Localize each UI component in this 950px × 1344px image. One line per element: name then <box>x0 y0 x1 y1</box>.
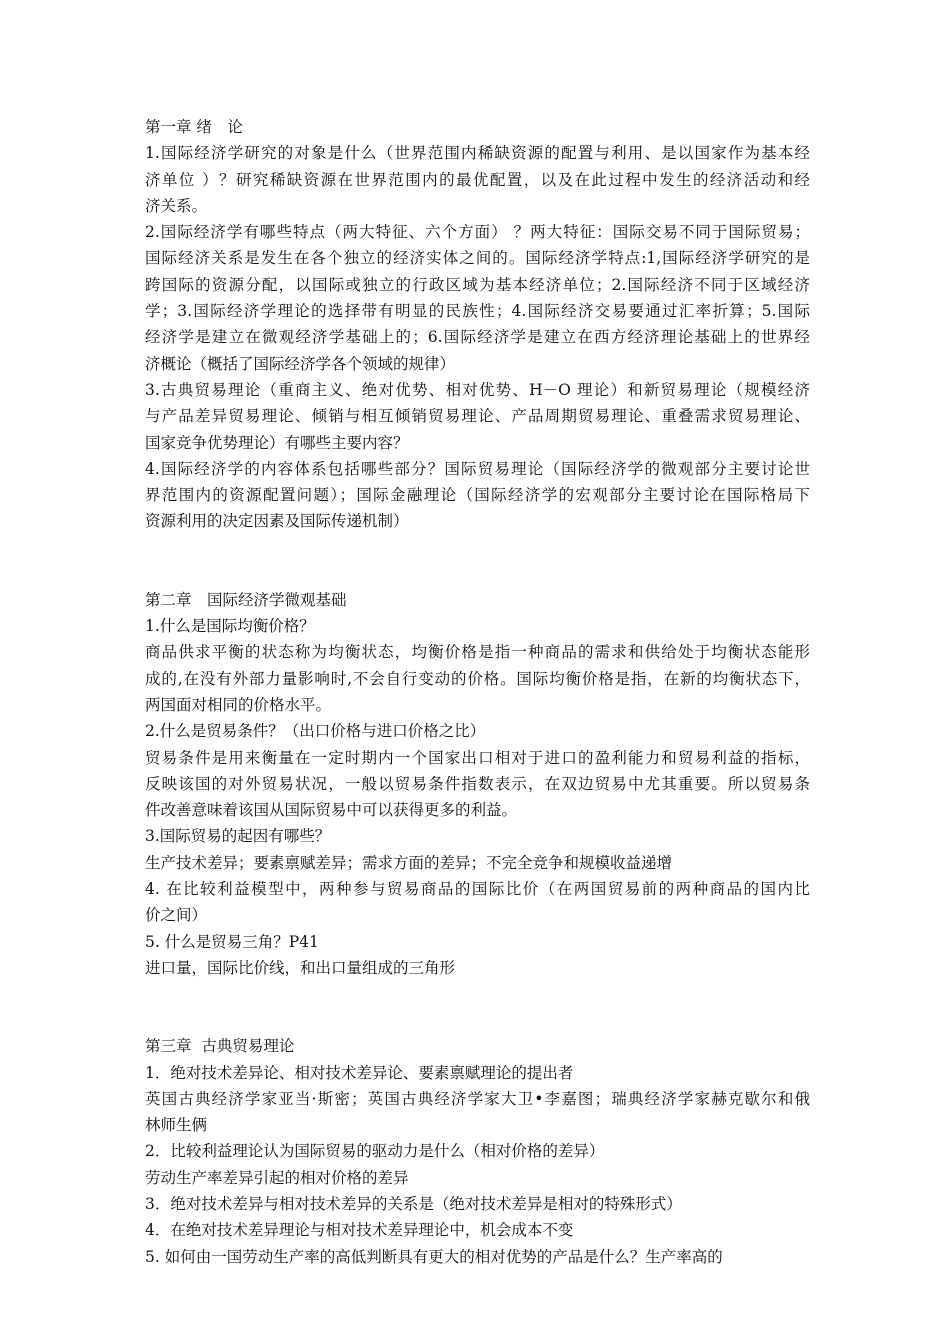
chapter-3-title: 第三章 古典贸易理论 <box>145 1037 295 1056</box>
text-line: 件改善意味着该国从国际贸易中可以获得更多的利益。 <box>145 801 518 820</box>
chapter-3-body <box>145 1060 810 1270</box>
chapter-3 <box>145 1033 810 1270</box>
text-line: 5. 如何由一国劳动生产率的高低判断具有更大的相对优势的产品是什么？生产率高的 <box>145 1247 723 1266</box>
text-line: 3.古典贸易理论（重商主义、绝对优势、相对优势、H－O 理论）和新贸易理论（规模经济 <box>145 380 810 399</box>
text-line: 4.国际经济学的内容体系包括哪些部分？国际贸易理论（国际经济学的微观部分主要讨论世 <box>145 459 810 478</box>
text-line: 林师生俩 <box>145 1116 208 1135</box>
text-line: 2.什么是贸易条件？（出口价格与进口价格之比） <box>145 722 486 741</box>
chapter-1 <box>145 114 810 535</box>
text-line: 济关系。 <box>145 196 208 215</box>
text-line: 2.国际经济学有哪些特点（两大特征、六个方面） ？两大特征：国际交易不同于国际贸易； <box>145 223 810 242</box>
chapter-2-body <box>145 613 810 981</box>
chapter-2-title: 第二章 国际经济学微观基础 <box>145 590 347 609</box>
text-line: 1.什么是国际均衡价格？ <box>145 617 315 636</box>
text-line: 进口量，国际比价线，和出口量组成的三角形 <box>145 958 456 977</box>
text-line: 跨国际的资源分配，以国际或独立的行政区域为基本经济单位；2.国际经济不同于区域经济 <box>145 275 810 294</box>
text-line: 2．比较利益理论认为国际贸易的驱动力是什么（相对价格的差异） <box>145 1142 605 1161</box>
document-page <box>145 114 810 1270</box>
text-line: 反映该国的对外贸易状况，一般以贸易条件指数表示，在双边贸易中尤其重要。所以贸易条 <box>145 774 810 793</box>
text-line: 济单位 ）？研究稀缺资源在世界范围内的最优配置，以及在此过程中发生的经济活动和经 <box>145 170 810 189</box>
text-line: 界范围内的资源配置问题）；国际金融理论（国际经济学的宏观部分主要讨论在国际格局下 <box>145 486 810 505</box>
text-line: 商品供求平衡的状态称为均衡状态，均衡价格是指一种商品的需求和供给处于均衡状态能形 <box>145 643 810 662</box>
text-line: 贸易条件是用来衡量在一定时期内一个国家出口相对于进口的盈利能力和贸易利益的指标， <box>145 748 810 767</box>
text-line: 两国面对相同的价格水平。 <box>145 695 332 714</box>
text-line: 3．绝对技术差异与相对技术差异的关系是（绝对技术差异是相对的特殊形式） <box>145 1194 682 1213</box>
text-line: 与产品差异贸易理论、倾销与相互倾销贸易理论、产品周期贸易理论、重叠需求贸易理论、 <box>145 407 810 426</box>
text-line: 济概论（概括了国际经济学各个领域的规律） <box>145 354 456 373</box>
text-line: 1．绝对技术差异论、相对技术差异论、要素禀赋理论的提出者 <box>145 1063 574 1082</box>
text-line: 生产技术差异；要素禀赋差异；需求方面的差异；不完全竞争和规模收益递增 <box>145 853 673 872</box>
text-line: 国家竞争优势理论）有哪些主要内容？ <box>145 433 409 452</box>
text-line: 经济学是建立在微观经济学基础上的；6.国际经济学是建立在西方经济理论基础上的世界经 <box>145 328 810 347</box>
text-line: 英国古典经济学家亚当·斯密；英国古典经济学家大卫•李嘉图；瑞典经济学家赫克歇尔和俄 <box>145 1089 810 1108</box>
text-line: 5. 什么是贸易三角？P41 <box>145 932 319 951</box>
text-line: 4．在绝对技术差异理论与相对技术差异理论中，机会成本不变 <box>145 1221 574 1240</box>
text-line: 3.国际贸易的起因有哪些？ <box>145 827 331 846</box>
text-line: 价之间） <box>145 906 208 925</box>
chapter-1-body <box>145 140 810 534</box>
text-line: 国际经济关系是发生在各个独立的经济实体之间的。国际经济学特点:1,国际经济学研究的是 <box>145 249 810 268</box>
text-line: 1.国际经济学研究的对象是什么（世界范围内稀缺资源的配置与利用、是以国家作为基本经 <box>145 144 810 163</box>
chapter-1-title: 第一章 绪 论 <box>145 118 243 136</box>
text-line: 资源利用的决定因素及国际传递机制） <box>145 512 409 531</box>
text-line: 4. 在比较利益模型中，两种参与贸易商品的国际比价（在两国贸易前的两种商品的国内比 <box>145 880 810 899</box>
text-line: 劳动生产率差异引起的相对价格的差异 <box>145 1168 409 1187</box>
chapter-2 <box>145 587 810 981</box>
text-line: 学；3.国际经济学理论的选择带有明显的民族性；4.国际经济交易要通过汇率折算；5.国际 <box>145 302 810 321</box>
text-line: 成的,在没有外部力量影响时,不会自行变动的价格。国际均衡价格是指，在新的均衡状态下， <box>145 669 810 688</box>
